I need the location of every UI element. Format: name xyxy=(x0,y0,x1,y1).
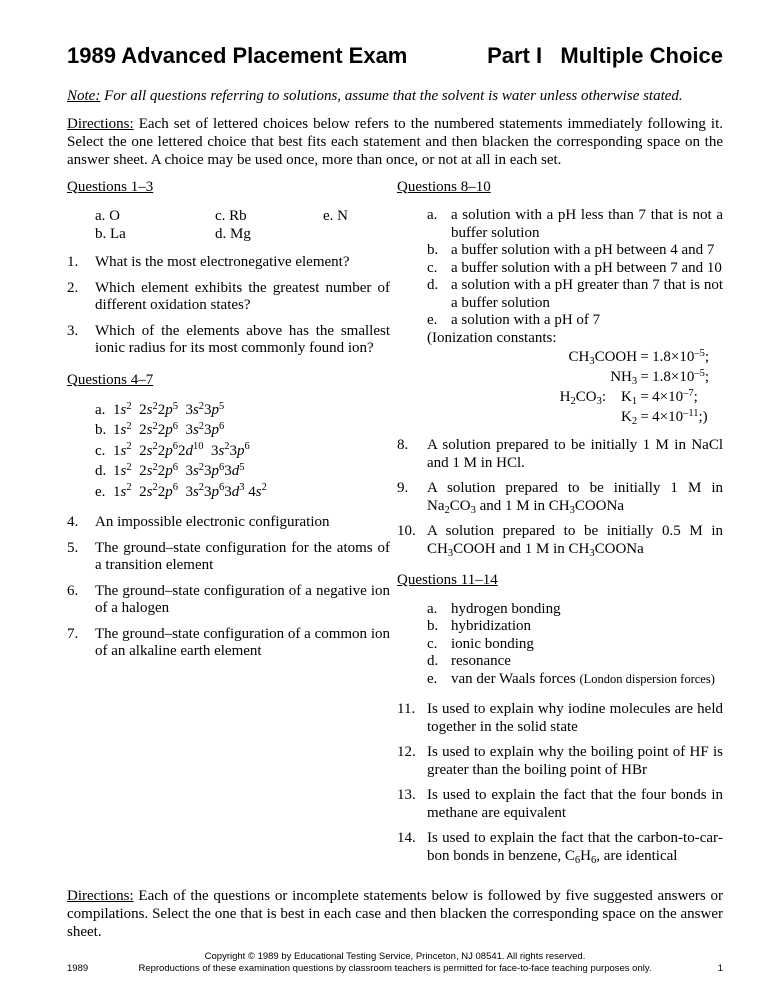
question-number: 1. xyxy=(67,254,79,270)
choice-letter: e. xyxy=(427,670,438,687)
question-number: 13. xyxy=(397,787,416,803)
question-number: 2. xyxy=(67,279,79,296)
directions-top-label: Directions: xyxy=(67,115,134,132)
choice-letter: a. xyxy=(95,402,106,418)
choice-letter: d. xyxy=(95,463,107,480)
page-title: 1989 Advanced Placement Exam xyxy=(67,43,408,68)
question-text: An impossible electronic configuration xyxy=(95,514,330,531)
page-header xyxy=(67,44,723,68)
questions-4-7-heading: Questions 4–7 xyxy=(67,371,154,388)
two-column-body xyxy=(67,179,723,874)
question-2 xyxy=(67,280,390,315)
question-5 xyxy=(67,540,390,575)
directions-bottom-label: Directions: xyxy=(67,888,134,904)
page-subtitle: Part I Multiple Choice xyxy=(487,43,723,68)
question-number: 8. xyxy=(397,437,409,453)
footer-copyright xyxy=(127,951,663,974)
equals-sign: = xyxy=(640,349,649,365)
question-text: What is the most electronegative element? xyxy=(95,254,350,270)
question-13 xyxy=(397,787,723,822)
directions-bottom-text: Each of the questions or incomplete statements below is followed by five suggested answers or compilations. Select the one that is best in each case and then blacken the corresponding space on the answer sheet. xyxy=(67,888,723,940)
choice-letter: a. xyxy=(427,207,438,223)
choice-letter: d. xyxy=(215,226,227,242)
constant-name: $K_2$ xyxy=(621,409,638,427)
choice-letter: a. xyxy=(95,208,106,224)
question-7 xyxy=(67,626,390,661)
choice-a xyxy=(95,400,390,420)
question-number: 5. xyxy=(67,539,79,556)
note xyxy=(67,88,723,106)
choice-d xyxy=(95,461,390,481)
equals-sign: = xyxy=(640,369,649,385)
choice-e xyxy=(427,312,723,330)
question-text: Is used to explain the fact that the carbon-to-carbon bonds in benzene, $C_6H_6$, are identical xyxy=(427,830,723,866)
question-8 xyxy=(397,437,723,472)
right-column xyxy=(397,179,723,874)
question-1 xyxy=(67,254,390,272)
choice-text: ionic bonding xyxy=(451,635,534,652)
choice-letter: b. xyxy=(427,242,439,258)
equals-sign: = xyxy=(640,389,649,405)
note-text: For all questions referring to solutions, assume that the solvent is water unless otherwise stated. xyxy=(104,88,683,104)
choice-text: a solution with a pH greater than 7 that is not a buffer solution xyxy=(451,277,723,311)
electron-configuration: $1s^2$ $2s^22p^6$ $3s^23p^63d^3$ $4s^2$ xyxy=(113,482,267,500)
choice-e xyxy=(427,671,723,689)
choice-letter: b. xyxy=(427,618,439,634)
choice-letter: d. xyxy=(427,277,439,293)
choice-letter: c. xyxy=(427,635,438,652)
choice-text: La xyxy=(110,226,126,242)
question-6 xyxy=(67,583,390,618)
choice-d xyxy=(427,277,723,312)
questions-1-3-heading: Questions 1–3 xyxy=(67,178,154,195)
question-number: 9. xyxy=(397,480,409,496)
questions-8-10-choices xyxy=(397,207,723,427)
question-text: A solution prepared to be initially 1 M in $Na_2CO_3$ and 1 M in $CH_3COONa$ xyxy=(427,480,723,516)
choice-c xyxy=(95,441,390,461)
footer-copyright-line1: Copyright © 1989 by Educational Testing Service, Princeton, NJ 08541. All rights reserved. xyxy=(204,951,586,962)
choice-letter: e. xyxy=(427,312,438,328)
question-text: Which of the elements above has the smallest ionic radius for its most commonly found ion? xyxy=(95,322,390,356)
equals-sign: = xyxy=(640,409,649,425)
choice-text: a buffer solution with a pH between 4 and 7 xyxy=(451,242,715,258)
choice-c xyxy=(427,636,723,654)
choice-letter: b. xyxy=(95,422,107,439)
constant-name: $CH_3COOH$ xyxy=(568,349,638,367)
constant-value: $4\times 10^{-7}$; xyxy=(652,387,698,405)
choice-a xyxy=(95,207,215,225)
constant-name: $H_2CO_3$: $K_1$ xyxy=(559,389,638,407)
choice-letter: b. xyxy=(95,226,107,242)
choice-c xyxy=(427,260,723,278)
choice-b xyxy=(427,618,723,636)
ionization-constants-intro: (Ionization constants: xyxy=(427,329,557,346)
choice-text: Rb xyxy=(229,208,247,224)
choice-letter: c. xyxy=(215,208,226,224)
question-12 xyxy=(397,744,723,779)
question-10 xyxy=(397,523,723,558)
choice-text: a buffer solution with a pH between 7 and 10 xyxy=(451,259,722,276)
choice-text: resonance xyxy=(451,653,511,669)
question-4 xyxy=(67,514,390,532)
question-number: 3. xyxy=(67,322,79,339)
choice-c xyxy=(215,207,323,225)
choice-letter: c. xyxy=(427,259,438,276)
choice-letter: d. xyxy=(427,653,439,669)
choice-text: hydrogen bonding xyxy=(451,600,561,617)
constant-value: $4\times 10^{-11}$;) xyxy=(652,407,708,425)
question-text: The ground–state configuration for the atoms of a transition element xyxy=(95,539,390,574)
choice-text: hybridization xyxy=(451,618,531,634)
choice-letter: e. xyxy=(95,483,106,500)
question-text: A solution prepared to be initially 0.5 M in $CH_3COOH$ and 1 M in $CH_3COONa$ xyxy=(427,523,723,559)
question-number: 10. xyxy=(397,523,416,539)
choice-a xyxy=(427,207,723,242)
question-number: 11. xyxy=(397,701,416,717)
electron-configuration: $1s^2$ $2s^22p^5$ $3s^23p^5$ xyxy=(113,400,225,418)
question-text: A solution prepared to be initially 1 M in NaCl and 1 M in HCl. xyxy=(427,437,723,471)
question-number: 14. xyxy=(397,830,416,846)
choice-text: N xyxy=(337,208,349,224)
page-footer xyxy=(67,951,723,974)
electron-configuration: $1s^2$ $2s^22p^6$ $3s^23p^63d^5$ xyxy=(113,461,245,480)
footer-year: 1989 xyxy=(67,962,89,974)
questions-11-14-choices xyxy=(397,601,723,689)
question-number: 12. xyxy=(397,744,416,760)
questions-4-7-choices xyxy=(67,400,390,502)
choice-b xyxy=(427,242,723,260)
questions-11-14-heading: Questions 11–14 xyxy=(397,572,498,588)
footer-copyright-line2: Reproductions of these examination questions by classroom teachers is permitted for face-to-face teaching purposes only. xyxy=(138,962,652,974)
choice-a xyxy=(427,601,723,619)
question-11 xyxy=(397,701,723,736)
left-column xyxy=(67,179,390,874)
electron-configuration: $1s^2$ $2s^22p^62d^{10}$ $3s^23p^6$ xyxy=(113,441,250,459)
question-14 xyxy=(397,830,723,865)
note-label: Note: xyxy=(67,88,101,104)
choice-d xyxy=(427,653,723,671)
question-number: 7. xyxy=(67,625,79,642)
choice-b xyxy=(95,420,390,440)
choice-text: van der Waals forces (London dispersion forces) xyxy=(451,670,715,687)
choice-e xyxy=(95,482,390,502)
directions-top-text: Each set of lettered choices below refers to the numbered statements immediately following it. Select the one lettered choice that best fits each statement and then blacken the corresponding space on the answer sheet. A choice may be used once, more than once, or not at all in each set. xyxy=(67,115,724,168)
choice-letter: a. xyxy=(427,600,438,617)
directions-bottom xyxy=(67,887,723,941)
question-9 xyxy=(397,480,723,515)
choice-e xyxy=(323,207,390,225)
ionization-constants-table xyxy=(560,347,709,427)
constant-value: $1.8\times 10^{-5}$; xyxy=(652,367,709,385)
footer-page-number: 1 xyxy=(717,962,723,974)
constant-value: $1.8\times 10^{-5}$; xyxy=(652,347,709,365)
question-number: 6. xyxy=(67,582,79,599)
choice-text: Mg xyxy=(230,226,251,242)
choice-letter: c. xyxy=(95,442,106,459)
electron-configuration: $1s^2$ $2s^22p^6$ $3s^23p^6$ xyxy=(113,420,225,439)
question-number: 4. xyxy=(67,514,79,531)
question-text: The ground–state configuration of a common ion of an alkaline earth element xyxy=(95,625,390,660)
question-text: Is used to explain why the boiling point of HF is greater than the boiling point of HBr xyxy=(427,744,723,778)
questions-8-10-heading: Questions 8–10 xyxy=(397,178,491,195)
directions-top xyxy=(67,115,723,169)
question-text: The ground–state configuration of a negative ion of a halogen xyxy=(95,582,390,617)
choice-b xyxy=(95,225,215,243)
question-text: Which element exhibits the greatest number of different oxidation states? xyxy=(95,279,390,313)
question-3 xyxy=(67,323,390,358)
choice-letter: e. xyxy=(323,208,334,224)
question-text: Is used to explain why iodine molecules are held together in the solid state xyxy=(427,701,723,735)
question-text: Is used to explain the fact that the four bonds in methane are equivalent xyxy=(427,787,723,821)
choice-text: a solution with a pH less than 7 that is not a buffer solution xyxy=(451,207,723,241)
choice-d xyxy=(215,225,323,243)
choice-text: a solution with a pH of 7 xyxy=(451,312,601,328)
choice-text: O xyxy=(109,208,121,224)
constant-name: $NH_3$ xyxy=(610,369,638,387)
questions-1-3-choices xyxy=(95,207,390,243)
